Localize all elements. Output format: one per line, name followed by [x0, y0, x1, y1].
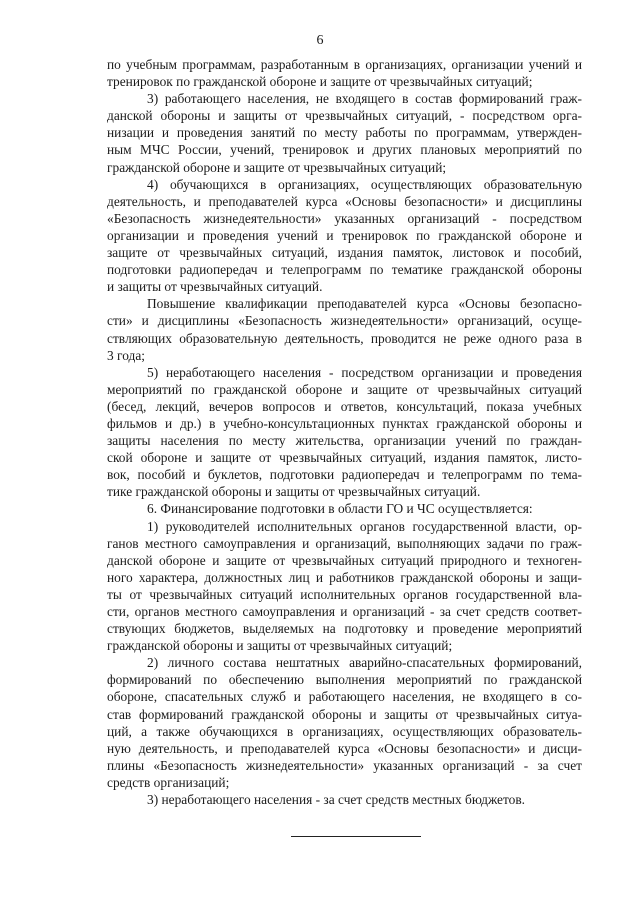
text-line: 2) личного состава нештатных аварийно-спасательных формирований, — [147, 655, 582, 671]
text-line: защиты населения по месту жительства, организации учений по граждан- — [107, 433, 582, 449]
text-line: Повышение квалификации преподавателей курса «Основы безопасно- — [147, 296, 582, 312]
text-line: 4) обучающихся в организациях, осуществляющих образовательную — [147, 176, 582, 192]
text-line: по учебным программам, разработанным в организациях, организации учений и — [107, 57, 582, 72]
text-line: ствующих бюджетов, выделяемых на подготовку и проведение мероприятий — [107, 621, 582, 637]
text-line: став формирований гражданской обороны и защиты от чрезвычайных ситуа- — [107, 706, 582, 722]
text-line: ную деятельность, и преподавателей курса «Основы безопасности» и дисци- — [107, 740, 582, 756]
text-line: данской обороны и защиты от чрезвычайных ситуаций, - посредством орга- — [107, 108, 582, 124]
text-line: 3) работающего населения, не входящего в состав формирований граж- — [147, 91, 582, 107]
text-line: обороне, спасательных служб и работающего населения, не входящего в со- — [107, 689, 582, 705]
text-line: и защиты от чрезвычайных ситуаций. — [107, 279, 323, 295]
paragraph-funding-item-2 — [107, 654, 582, 791]
paragraph-section-6 — [107, 500, 582, 517]
document-body — [107, 56, 582, 808]
text-line: сти, органов местного самоуправления и организаций - за счет средств соответ- — [107, 604, 582, 619]
text-line: ганов местного самоуправления и организаций, выполняющих задачи по граж- — [107, 535, 582, 551]
text-line: 3 года; — [107, 347, 145, 363]
paragraph-qualification — [107, 295, 582, 363]
text-line: сти» и дисциплины «Безопасность жизнедеятельности» организаций, осуще- — [107, 313, 582, 329]
text-line: фильмов и др.) в учебно-консультационных пунктах гражданской обороны и — [107, 415, 582, 431]
text-line: деятельность, и преподавателей курса «Основы безопасности» и дисциплины — [107, 193, 582, 209]
text-line: гражданской обороне и защите от чрезвычайных ситуаций; — [107, 159, 447, 175]
text-line: низации и проведения занятий по месту работы по программам, утвержден- — [107, 125, 582, 141]
text-line: мероприятий по гражданской обороне и защите от чрезвычайных ситуаций — [107, 381, 582, 397]
paragraph-item-5 — [107, 364, 582, 501]
text-line: вок, пособий и буклетов, подготовки радиопередач и телепрограмм по тема- — [107, 467, 582, 483]
text-line: защите от чрезвычайных ситуаций, издания памяток, листовок и пособий, — [107, 245, 582, 261]
text-line: 1) руководителей исполнительных органов государственной власти, ор- — [147, 518, 582, 534]
text-line: плины «Безопасность жизнедеятельности» указанных организаций - за счет — [107, 757, 582, 773]
text-line: организации и проведения учений и тренировок по гражданской обороне и — [107, 227, 582, 243]
text-line: тике гражданской обороны и защиты от чрезвычайных ситуаций. — [107, 484, 481, 500]
text-line: средств организаций; — [107, 774, 230, 790]
paragraph-continuation — [107, 56, 582, 90]
text-line: ты от чрезвычайных ситуаций исполнительных органов государственной вла- — [107, 586, 582, 602]
text-line: ций, а также обучающихся в организациях, осуществляющих образователь- — [107, 723, 582, 739]
text-line: гражданской обороны и защиты от чрезвычайных ситуаций; — [107, 638, 453, 654]
text-line: тренировок по гражданской обороне и защите от чрезвычайных ситуаций; — [107, 74, 533, 90]
text-line: 5) неработающего населения - посредством организации и проведения — [147, 364, 582, 380]
text-line: 6. Финансирование подготовки в области ГО и ЧС осуществляется: — [147, 501, 533, 517]
paragraph-funding-item-1 — [107, 518, 582, 655]
text-line: формирований по обеспечению выполнения мероприятий по гражданской — [107, 672, 582, 688]
text-line: ской обороне и защите от чрезвычайных ситуаций, издания памяток, листо- — [107, 450, 582, 466]
closing-rule — [291, 836, 421, 837]
paragraph-funding-item-3 — [107, 791, 582, 808]
text-line: «Безопасность жизнедеятельности» указанных организаций - посредством — [107, 210, 582, 226]
text-line: ствляющих образовательную деятельность, проводится не реже одного раза в — [107, 330, 582, 346]
text-line: 3) неработающего населения - за счет средств местных бюджетов. — [147, 792, 526, 808]
text-line: ным МЧС России, учений, тренировок и других плановых мероприятий по — [107, 142, 582, 158]
paragraph-item-4 — [107, 176, 582, 296]
text-line: подготовки радиопередач и телепрограмм по тематике гражданской обороны — [107, 262, 582, 278]
text-line: (бесед, лекций, вечеров вопросов и ответов, консультаций, показа учебных — [107, 398, 582, 414]
page-number: 6 — [316, 33, 324, 48]
text-line: ного характера, должностных лиц и работников гражданской обороны и защи- — [107, 569, 582, 585]
paragraph-item-3 — [107, 90, 582, 175]
text-line: данской обороне и защите от чрезвычайных ситуаций природного и техноген- — [107, 552, 582, 568]
